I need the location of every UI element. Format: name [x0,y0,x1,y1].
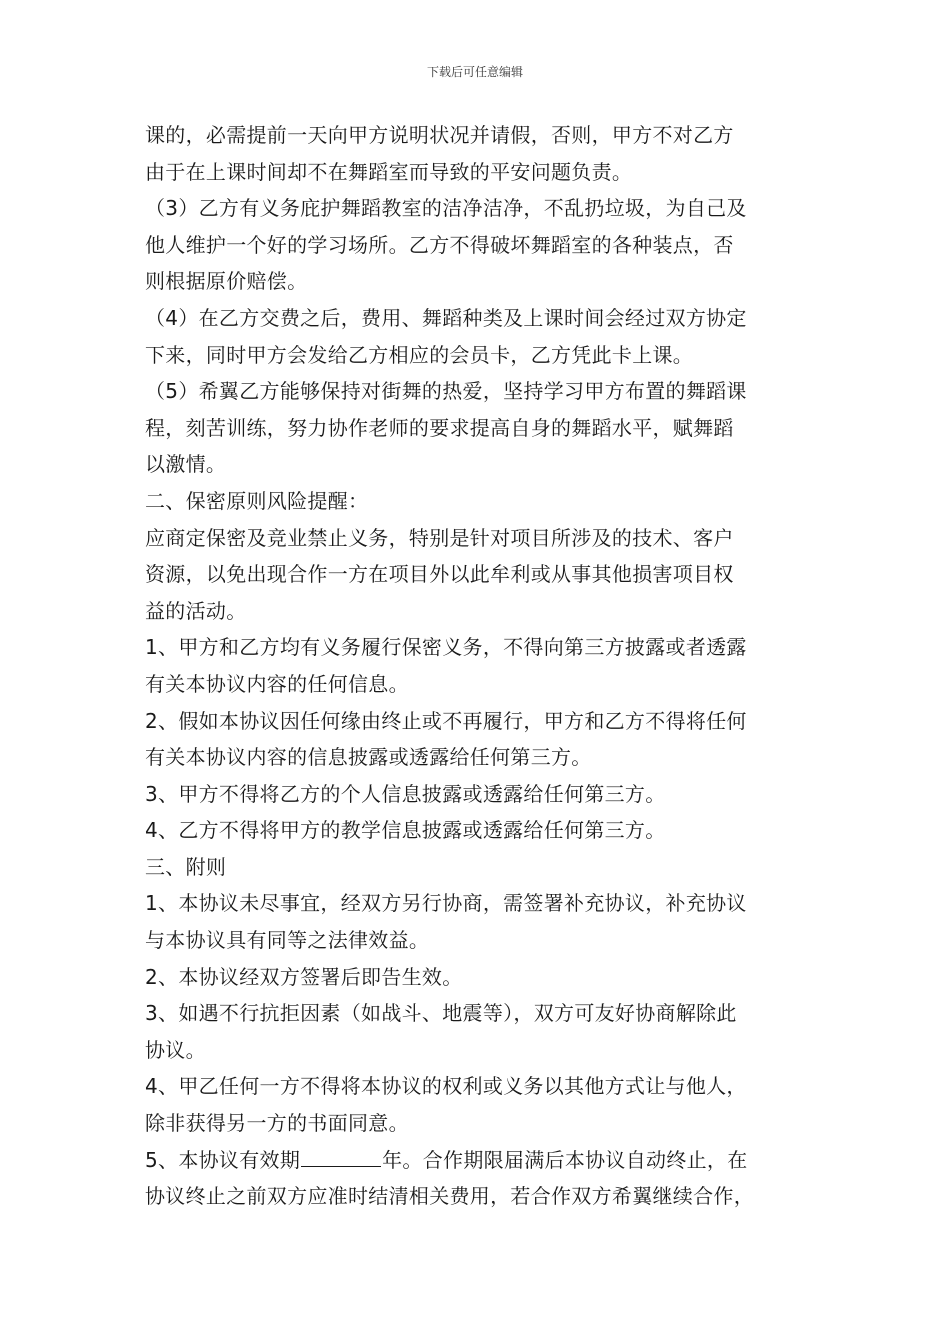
document-body [145,117,825,1215]
text-line: 协议。 [145,1037,206,1062]
validity-clause [145,1142,825,1179]
text-line: 3、甲方不得将乙方的个人信息披露或透露给任何第三方。 [145,781,666,806]
text-line: 应商定保密及竞业禁止义务，特别是针对项目所涉及的技术、客户 [145,525,734,550]
validity-prefix: 5、本协议有效期 [145,1147,301,1172]
text-line: 2、本协议经双方签署后即告生效。 [145,964,463,989]
text-line: 4、甲乙任何一方不得将本协议的权利或义务以其他方式让与他人， [145,1074,747,1099]
text-line: 有关本协议内容的信息披露或透露给任何第三方。 [145,745,592,770]
text-line: 与本协议具有同等之法律效益。 [145,928,430,953]
text-line: 资源，以免出现合作一方在项目外以此牟利或从事其他损害项目权 [145,562,734,587]
text-line: 益的活动。 [145,598,247,623]
text-line: 课的，必需提前一天向甲方说明状况并请假，否则，甲方不对乙方 [145,123,734,147]
text-line: 3、如遇不行抗拒因素（如战斗、地震等），双方可友好协商解除此 [145,1001,737,1026]
text-line: （5）希翼乙方能够保持对街舞的热爱，坚持学习甲方布置的舞蹈课 [145,379,747,404]
text-line: 1、甲方和乙方均有义务履行保密义务，不得向第三方披露或者透露 [145,635,747,660]
text-line: 4、乙方不得将甲方的教学信息披露或透露给任何第三方。 [145,818,666,843]
text-line: 由于在上课时间却不在舞蹈室而导致的平安问题负责。 [145,159,633,184]
section-heading-confidentiality: 二、保密原则风险提醒： [145,488,369,513]
text-line: 协议终止之前双方应准时结清相关费用，若合作双方希翼继续合作， [145,1184,754,1209]
text-line: 除非获得另一方的书面同意。 [145,1111,409,1136]
text-line: （4）在乙方交费之后，费用、舞蹈种类及上课时间会经过双方协定 [145,305,747,330]
text-line: 程，刻苦训练，努力协作老师的要求提高自身的舞蹈水平，赋舞蹈 [145,415,734,440]
text-line: 他人维护一个好的学习场所。乙方不得破坏舞蹈室的各种装点，否 [145,232,734,257]
section-heading-appendix: 三、附则 [145,854,227,879]
text-line: 下来，同时甲方会发给乙方相应的会员卡，乙方凭此卡上课。 [145,342,694,367]
text-line: 以激情。 [145,452,227,477]
text-line: 1、本协议未尽事宜，经双方另行协商，需签署补充协议，补充协议 [145,891,747,916]
page-header: 下载后可任意编辑 [426,65,523,79]
validity-suffix: 年。合作期限届满后本协议自动终止，在 [382,1147,748,1172]
text-line: （3）乙方有义务庇护舞蹈教室的洁净洁净，不乱扔垃圾，为自己及 [145,196,747,221]
text-line: 有关本协议内容的任何信息。 [145,671,409,696]
validity-years-blank [301,1144,381,1167]
text-line: 2、假如本协议因任何缘由终止或不再履行，甲方和乙方不得将任何 [145,708,747,733]
text-line: 则根据原价赔偿。 [145,269,308,294]
